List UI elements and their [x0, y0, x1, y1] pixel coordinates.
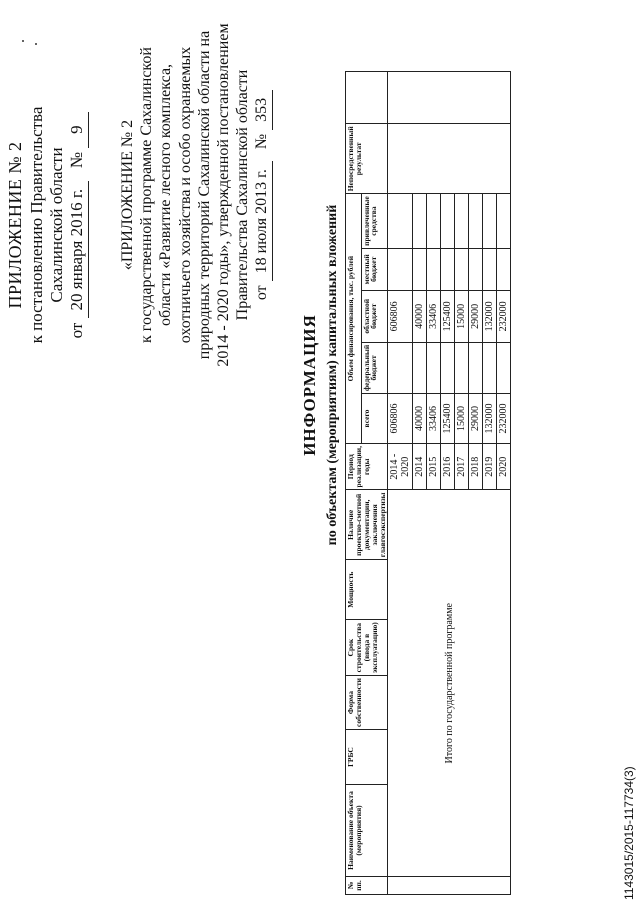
document-title: ИНФОРМАЦИЯ [300, 314, 319, 456]
col-capacity: Мощность [346, 560, 388, 620]
cell-local [497, 248, 511, 290]
program-line: к государственной программе Сахалинской [138, 47, 156, 343]
cell-federal [483, 342, 497, 393]
col-no: № пп. [346, 877, 388, 895]
col-regional: областной бюджет [361, 290, 388, 342]
cell-period: 2017 [455, 444, 469, 490]
cell-federal [413, 342, 427, 393]
cell-regional: 232000 [497, 290, 511, 342]
cell-attracted [388, 194, 413, 249]
date-value: 20 января 2016 г. [67, 181, 88, 319]
program-reference [118, 0, 273, 405]
header-line: к постановлению Правительства [26, 106, 46, 344]
cell-total: 15000 [455, 394, 469, 444]
cell-period: 2014 [413, 444, 427, 490]
document-subtitle: по объектам (мероприятиям) капитальных вложений [325, 204, 340, 546]
cell-total: 606806 [388, 394, 413, 444]
cell-total: 33406 [427, 394, 441, 444]
header-date-line [67, 45, 88, 405]
cell-local [388, 248, 413, 290]
cell-federal [427, 342, 441, 393]
cell-regional: 33406 [427, 290, 441, 342]
cell-regional: 132000 [483, 290, 497, 342]
cell-total: 125400 [441, 394, 455, 444]
cell-local [483, 248, 497, 290]
cell-federal [441, 342, 455, 393]
date-prefix: от [253, 285, 271, 301]
col-name: Наименование объекта (мероприятия) [346, 785, 388, 877]
cell-attracted [497, 194, 511, 249]
date-value: 18 июля 2013 г. [252, 161, 272, 281]
cell-total: 232000 [497, 394, 511, 444]
col-period: Период реализации, годы [346, 444, 388, 490]
cell-attracted [441, 194, 455, 249]
table-row [388, 72, 413, 895]
table-body [388, 72, 511, 895]
cell-attracted [455, 194, 469, 249]
cell-attracted [469, 194, 483, 249]
cell-local [413, 248, 427, 290]
program-line: области «Развитие лесного комплекса, [157, 63, 175, 327]
number-value: 353 [252, 90, 272, 130]
number-prefix: № [253, 133, 271, 150]
col-grbs: ГРБС [346, 730, 388, 785]
appendix-title: ПРИЛОЖЕНИЕ № 2 [5, 141, 25, 309]
cell-attracted [483, 194, 497, 249]
result-cell [388, 124, 511, 194]
cell-local [441, 248, 455, 290]
cell-regional: 125400 [441, 290, 455, 342]
number-prefix: № [67, 151, 87, 169]
resolution-header [5, 45, 89, 405]
cell-federal [497, 342, 511, 393]
cell-period: 2020 [497, 444, 511, 490]
cell-federal [388, 342, 413, 393]
cell-period: 2019 [483, 444, 497, 490]
col-total: всего [361, 394, 388, 444]
no-cell [388, 877, 511, 895]
cell-local [469, 248, 483, 290]
cell-regional: 15000 [455, 290, 469, 342]
cell-total: 132000 [483, 394, 497, 444]
extra-cell [388, 72, 511, 124]
cell-attracted [413, 194, 427, 249]
number-value: 9 [67, 112, 88, 148]
cell-local [427, 248, 441, 290]
col-result: Непосредственный результат [346, 124, 388, 194]
program-line: 2014 - 2020 годы», утвержденной постановлением [214, 23, 232, 367]
cell-regional: 29000 [469, 290, 483, 342]
capital-investments-table [345, 71, 511, 895]
col-federal: федеральный бюджет [361, 342, 388, 393]
header-row [346, 72, 362, 895]
program-line: Правительства Сахалинской области [234, 69, 252, 321]
col-docs: Наличие проектно-сметной документации, заключения главгосэкспертизы [346, 490, 388, 560]
cell-regional: 40000 [413, 290, 427, 342]
cell-regional: 606806 [388, 290, 413, 342]
col-deadline: Срок строительства (ввода в эксплуатацию) [346, 620, 388, 676]
cell-period: 2015 [427, 444, 441, 490]
program-line: «ПРИЛОЖЕНИЕ № 2 [119, 119, 136, 271]
cell-period: 2016 [441, 444, 455, 490]
col-local: местный бюджет [361, 248, 388, 290]
program-date-line [252, 0, 272, 405]
footer-code: 1143015/2015-117734(3) [622, 766, 636, 900]
cell-total: 29000 [469, 394, 483, 444]
cell-federal [469, 342, 483, 393]
cell-federal [455, 342, 469, 393]
col-ownership: Форма собственности [346, 676, 388, 730]
col-funding: Объем финансирования, тыс. рублей [346, 194, 362, 444]
col-attracted: привлеченные средства [361, 194, 388, 249]
cell-total: 40000 [413, 394, 427, 444]
program-line: природных территорий Сахалинской области на [195, 30, 213, 360]
cell-period: 2014 - 2020 [388, 444, 413, 490]
header-line: Сахалинской области [46, 147, 66, 303]
date-prefix: от [67, 322, 87, 339]
cell-local [455, 248, 469, 290]
itog-cell: Итого по государственной программе [388, 490, 511, 877]
col-extra [346, 72, 388, 124]
program-line: охотничьего хозяйства и особо охраняемых [176, 46, 194, 344]
cell-period: 2018 [469, 444, 483, 490]
cell-attracted [427, 194, 441, 249]
